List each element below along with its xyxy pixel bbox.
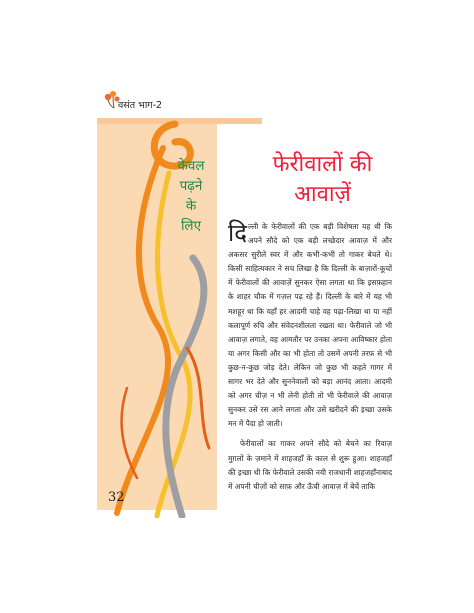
body-text <box>228 220 392 494</box>
side-label <box>166 156 216 236</box>
chapter-title-line: आवाज़ें <box>294 182 351 207</box>
paragraph <box>228 220 392 431</box>
page-number: 32 <box>108 490 125 505</box>
side-label-line: केवल <box>177 158 205 174</box>
running-title: वसंत भाग-2 <box>118 100 163 111</box>
drop-cap: दि <box>228 219 247 247</box>
side-label-line: पढ़ने <box>179 178 203 194</box>
paragraph-text: ल्ली के फेरीवालों की एक बड़ी विशेषता यह थी कि अपने सौदे को एक बड़ी लच्छेदार आवाज़ में और अकसर सुरीले स्वर में और कभी-कभी तो गाकर बेचते थे। किसी साहित्यकार ने सच लिखा है कि दिल्ली के बाज़ारों-कूचों में फेरीवालों की आवाज़ें सुनकर ऐसा लगता था कि इसफ़हान के शाहर चौक में गज़ल पढ़ रहे हैं। दिल्ली के बारे में यह भी मशहूर था कि यहाँ हर आदमी चाहे वह पढ़ा-लिखा था या नहीं कलापूर्ण रुचि और संवेदनशीलता रखता था। फेरीवाले जो भी आवाज़ लगाते, वह आमतौर पर उनका अपना आविष्कार होता या अगर किसी और का भी होता तो उसमें अपनी तरफ़ से भी कुछ-न-कुछ जोड़ देते। लेकिन जो कुछ भी कहते गागर में सागर भर देते और सुननेवालों को बड़ा आनंद आता। आदमी को अगर चीज़ न भी लेनी होती तो भी फेरीवाले की आवाज़ सुनकर उसे रस आने लगता और उसे खरीदने की इच्छा उसके मन में पैदा हो जाती। <box>228 222 392 429</box>
chapter-title-line: फेरीवालों की <box>272 152 373 177</box>
chapter-title <box>240 150 405 210</box>
side-label-line: के <box>185 198 197 214</box>
side-label-line: लिए <box>180 218 202 234</box>
paragraph: फेरीवालों का गाकर अपने सौदे को बेचने का रिवाज़ मुग़लों के ज़माने में शाहजहाँ के काल से शुरू हुआ। शाहजहाँ की इच्छा थी कि फेरीवाले उसकी नयी राजधानी शाहजहाँनाबाद में अपनी चीज़ों को साफ़ और ऊँची आवाज़ में बेचें ताकि <box>228 439 392 491</box>
